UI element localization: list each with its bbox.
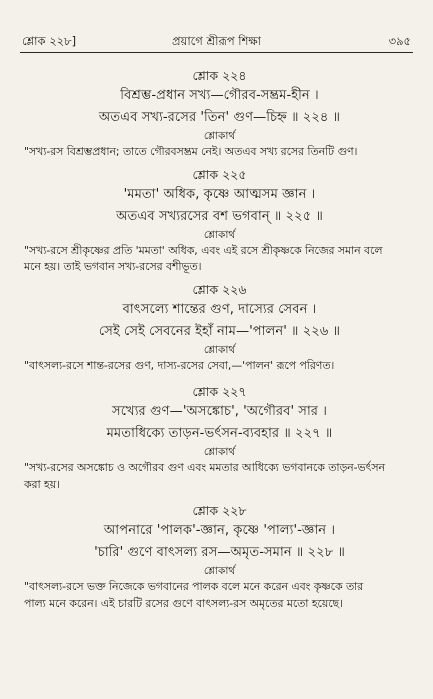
verse-line: মমতাধিক্যে তাড়ন-ভর্ৎসন-ব্যবহার ॥ ২২৭ ॥: [106, 426, 333, 441]
verse-line: বাৎসল্যে শান্তের গুণ, দাস্যের সেবন ।: [122, 301, 317, 317]
header-verse-ref: শ্লোক ২২৮]: [22, 34, 77, 48]
translation-label: শ্লোকার্থ: [203, 130, 236, 142]
verse-line: অতএব সখ্য-রসের 'তিন' গুণ—চিহ্ন ॥ ২২৪ ॥: [98, 110, 341, 125]
verse-line: আপনারে 'পালক'-জ্ঞান, কৃষ্ণে 'পাল্য'-জ্ঞান ।: [103, 523, 336, 538]
verse-heading: শ্লোক ২২৬: [192, 281, 247, 297]
translation-label: শ্লোকার্থ: [203, 565, 236, 577]
verse-line: 'মমতা' অধিক, কৃষ্ণে আত্মসম জ্ঞান ।: [123, 186, 316, 202]
header-chapter-title: প্রয়াগে শ্রীরূপ শিক্ষা: [171, 34, 262, 48]
verse-line: সখ্যের গুণ—'অসঙ্কোচ', 'অগৌরব' সার ।: [112, 404, 327, 419]
verse-heading: শ্লোক ২২৫: [192, 166, 247, 182]
verse-heading: শ্লোক ২২৭: [192, 384, 247, 399]
translation-line: পাল্য মনে করেন। এই চারটি রসের গুণে বাৎসল্য-রস অমৃতের মতো হয়েছে।: [24, 596, 343, 610]
translation-line: "সখ্য-রসের অসঙ্কোচ ও অগৌরব গুণ এবং মমতার আধিক্যে ভগবানকে তাড়ন-ভর্ৎসন: [24, 461, 385, 474]
verse-line: সেই সেই সেবনের ইহাঁ নাম—'পালন' ॥ ২২৬ ॥: [98, 323, 341, 339]
verse-line: বিশ্রম্ভ-প্রধান সখ্য—গৌরব-সম্ভ্রম-হীন ।: [120, 88, 319, 103]
translation-line: "সখ্য-রসে শ্রীকৃষ্ণের প্রতি 'মমতা' অধিক, এবং এই রসে শ্রীকৃষ্ণকে নিজের সমান বলে: [24, 243, 383, 257]
translation-line: "বাৎসল্য-রসে শান্ত-রসের গুণ, দাস্য-রসের সেবা,—'পালন' রূপে পরিণত।: [24, 358, 335, 372]
page-number: ৩৯৫: [388, 34, 411, 48]
verse-line: 'চারি' গুণে বাৎসল্য রস—অমৃত-সমান ॥ ২২৮ ॥: [94, 545, 345, 560]
translation-label: শ্লোকার্থ: [203, 228, 236, 241]
verse-heading: শ্লোক ২২৪: [192, 68, 247, 83]
header-rule: [20, 52, 413, 53]
translation-line: করা হয়।: [24, 477, 60, 491]
translation-line: "সখ্য-রস বিশ্রম্ভপ্রধান; তাতে গৌরবসম্ভ্রম নেই। অতএব সখ্য রসের তিনটি গুণ।: [24, 145, 358, 158]
translation-label: শ্লোকার্থ: [203, 343, 236, 356]
translation-line: মনে হয়। তাই ভগবান সখ্য-রসের বশীভূত।: [24, 260, 202, 273]
translation-label: শ্লোকার্থ: [203, 446, 236, 458]
section-225: [24, 165, 415, 276]
verse-line: অতএব সখ্যরসের বশ ভগবান্ ॥ ২২৫ ॥: [116, 208, 323, 224]
section-226: [24, 280, 415, 375]
section-228: [24, 501, 415, 612]
verse-heading: শ্লোক ২২৮: [192, 503, 247, 518]
section-224: [24, 66, 415, 161]
translation-line: "বাৎসল্য-রসে ভক্ত নিজেকে ভগবানের পালক বলে মনে করেন এবং কৃষ্ণকে তার: [24, 580, 364, 593]
page-header: [22, 33, 411, 51]
page-content: [24, 66, 415, 612]
section-227: [24, 382, 415, 493]
